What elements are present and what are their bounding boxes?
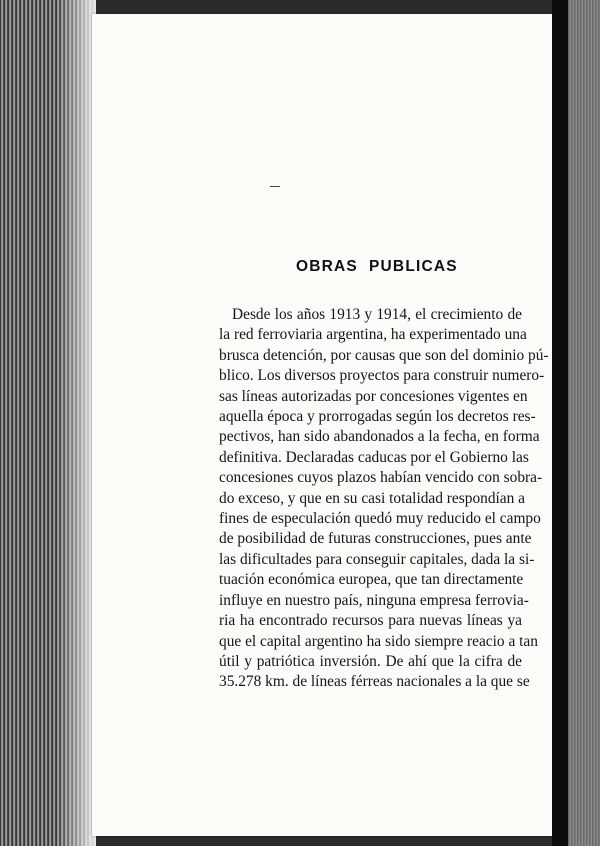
- text-line: la red ferroviaria argentina, ha experimentado una: [219, 326, 527, 344]
- text-line: influye en nuestro país, ninguna empresa ferrovia-: [219, 591, 529, 609]
- next-page-edge: [568, 0, 600, 846]
- text-line: concesiones cuyos plazos habían vencido con sobra-: [219, 469, 543, 487]
- page-gap: [552, 0, 568, 846]
- text-line: sas líneas autorizadas por concesiones vigentes en: [219, 387, 528, 405]
- text-line: definitiva. Declaradas caducas por el Gobierno las: [219, 448, 529, 466]
- text-line: las dificultades para conseguir capitales, dada la si-: [219, 550, 535, 568]
- text-line: útil y patriótica inversión. De ahí que la cifra de: [219, 652, 522, 670]
- text-line: de posibilidad de futuras construcciones, pues ante: [219, 530, 532, 548]
- text-line: que el capital argentino ha sido siempre reacio a tan: [219, 632, 538, 650]
- text-line: brusca detención, por causas que son del dominio pú-: [219, 346, 549, 364]
- text-line: do exceso, y que en su casi totalidad respondían a: [219, 489, 526, 507]
- text-line: tuación económica europea, que tan directamente: [219, 571, 524, 589]
- section-heading: OBRAS PUBLICAS: [296, 258, 458, 275]
- text-line: ria ha encontrado recursos para nuevas líneas ya: [219, 612, 522, 630]
- text-line: 35.278 km. de líneas férreas nacionales a la que se: [219, 673, 530, 691]
- text-line: aquella época y prorrogadas según los decretos res-: [219, 408, 536, 426]
- page-mark: [270, 186, 280, 187]
- page-gutter-shadow: [56, 0, 96, 846]
- text-line: blico. Los diversos proyectos para construir numero-: [219, 367, 545, 385]
- body-paragraph: [219, 305, 549, 693]
- text-line: pectivos, han sido abandonados a la fecha, en forma: [219, 428, 540, 446]
- text-line: Desde los años 1913 y 1914, el crecimiento de: [232, 306, 522, 323]
- text-line: fines de especulación quedó muy reducido el campo: [219, 510, 541, 528]
